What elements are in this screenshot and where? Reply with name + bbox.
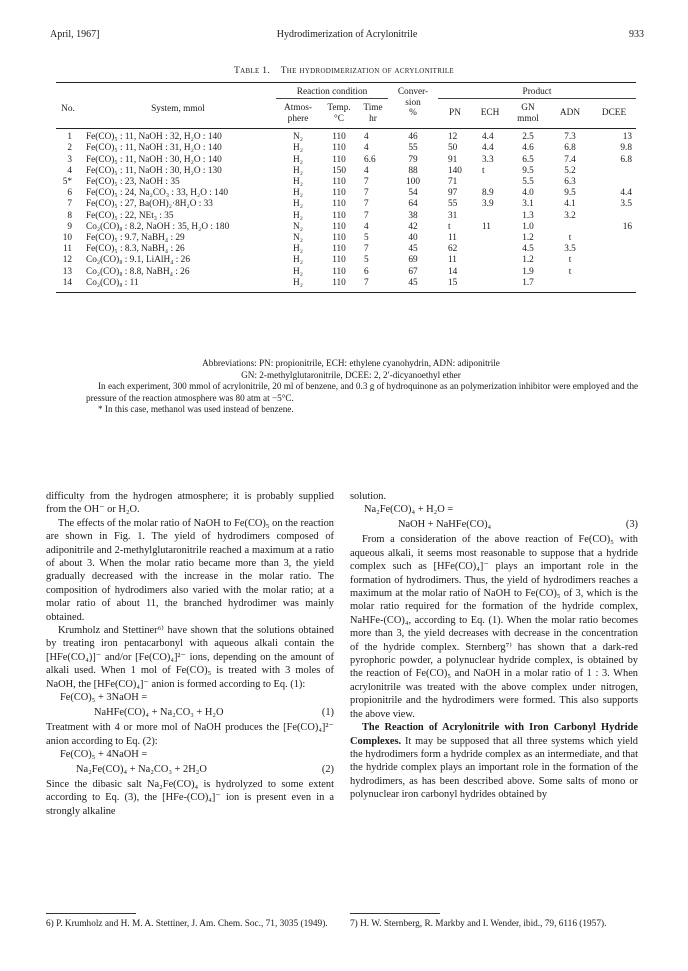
- row-atmosphere: H₂: [293, 266, 303, 277]
- row-system: Fe(CO)₅ : 9.7, NaBH₄ : 29: [86, 232, 185, 243]
- row-conversion: 42: [408, 221, 418, 232]
- row-temperature: 110: [332, 199, 346, 210]
- row-adn: t: [568, 266, 572, 277]
- row-time: 7: [364, 210, 369, 221]
- row-pn: 71: [448, 176, 458, 187]
- abbreviations-line-1: Abbreviations: PN: propionitrile, ECH: ethylene cyanohydrin, ADN: adiponitrile: [202, 358, 500, 368]
- equation-lhs: Fe(CO)₅ + 3NaOH =: [60, 692, 148, 704]
- row-adn: 6.3: [564, 176, 576, 187]
- paragraph: solution.: [350, 491, 387, 502]
- running-head-title: Hydrodimerization of Acrylonitrile: [276, 29, 418, 40]
- row-ech: [472, 255, 508, 266]
- row-number: 9: [67, 221, 72, 232]
- row-dcee: [592, 244, 636, 255]
- row-number: 7: [67, 199, 72, 210]
- row-dcee: [592, 233, 636, 244]
- col-adn: ADN: [559, 107, 581, 118]
- row-adn: 3.5: [564, 244, 576, 255]
- col-temp-unit: °C: [334, 113, 344, 124]
- paragraph: The effects of the molar ratio of NaOH to Fe(CO)₅ on the reaction are shown in Fig. 1. The yield of hydrodimers composed of adiponitrile and 2-methylglutaronitrile reached a maximum at a ratio of about 3. When the molar ratio became more than 3, the yield gradually decreased with the increase in the molar ratio. The composition of hydrodimers also varied with the molar ratio; at a molar ratio of about 11, the branched hydrodimer was mainly obtained.: [46, 517, 334, 623]
- row-conversion: 88: [408, 165, 418, 176]
- row-pn: 91: [448, 154, 458, 165]
- row-conversion: 45: [408, 244, 418, 255]
- row-ech: [472, 211, 508, 222]
- row-temperature: 110: [332, 221, 346, 232]
- equation-lhs: Na₂Fe(CO)₄ + H₂O =: [364, 504, 454, 516]
- row-ech: 8.9: [482, 188, 494, 199]
- paragraph: From a consideration of the above reaction of Fe(CO)₅ with aqueous alkali, it seems most reasonable to suppose that a hydride complex such as [HFe(CO)₄]⁻ plays an important role in the formation of hydrodimers. Thus, the yield of hydrodimers reaches a maximum at the molar ratio of NaOH to Fe(CO)₅ of 3, which is the molar ratio required for the formation of the hydride complex, NaHFe-(CO)₄, according to Eq. (1). When the molar ratio becomes more than 3, the yield decreases with decrease in the concentration of the hydride complex. Sternberg⁷⁾ has shown that a dark-red pyrophoric powder, a polynuclear hydride complex, is obtained by the reaction of Fe(CO)₅ and NaOH in a molar ratio of 1 : 3. When acrylonitrile was treated with the above complex under nitrogen, propionitrile and the hydrodimers were formed. This also supports the above view.: [350, 534, 638, 720]
- row-system: Co₂(CO)₈ : 9.1, LiAlH₄ : 26: [86, 255, 190, 266]
- row-time: 7: [364, 199, 369, 210]
- row-pn: 11: [448, 255, 457, 266]
- conversion-label-1: Conver-: [397, 87, 429, 97]
- footnote-6: 6) P. Krumholz and H. M. A. Stettiner, J. Am. Chem. Soc., 71, 3035 (1949).: [46, 919, 328, 929]
- paragraph: [350, 721, 638, 801]
- row-system: Fe(CO)₅ : 11, NaOH : 31, H₂O : 140: [86, 143, 222, 154]
- equation-lhs: Fe(CO)₅ + 4NaOH =: [60, 748, 148, 760]
- table-row: [56, 244, 636, 255]
- row-dcee: [592, 166, 636, 177]
- row-atmosphere: N₂: [293, 132, 303, 143]
- row-system: Co₂(CO)₈ : 8.8, NaBH₄ : 26: [86, 266, 190, 277]
- row-system: Fe(CO)₅ : 11, NaOH : 30, H₂O : 140: [86, 154, 222, 165]
- results-table: [56, 82, 636, 293]
- table-row: [56, 199, 636, 210]
- equation-number: (1): [321, 707, 334, 719]
- paragraph: Krumholz and Stettiner⁶⁾ have shown that the solutions obtained by treating iron pentacarbonyl with aqueous alkali contain the [HFe(CO₄)]⁻ and/or [Fe(CO)₄]²⁻ ions, depending on the amount of alkali used. When 1 mol of Fe(CO)₅ is treated with 3 moles of NaOH, the [HFe(CO)₄]⁻ anion is formed according to Eq. (1):: [46, 625, 334, 690]
- table-row: [56, 188, 636, 199]
- row-pn: 50: [448, 143, 458, 154]
- row-gn: 5.5: [522, 176, 534, 187]
- row-adn: t: [568, 255, 572, 266]
- footnote-7: 7) H. W. Sternberg, R. Markby and I. Wender, ibid., 79, 6116 (1957).: [350, 919, 607, 929]
- row-ech: 3.3: [482, 154, 494, 165]
- experiment-note: In each experiment, 300 mmol of acrylonitrile, 20 ml of benzene, and 0.3 g of hydroquinone as an polymerization inhibitor were employed and the pressure of the reaction atmosphere was 80 atm at −5°C.: [86, 381, 639, 403]
- row-time: 7: [364, 277, 369, 288]
- row-gn: 1.9: [522, 266, 534, 277]
- col-group-product: Product: [438, 83, 636, 99]
- row-atmosphere: H₂: [293, 165, 303, 176]
- equation-1: [46, 691, 334, 706]
- col-ech: ECH: [480, 107, 500, 118]
- row-time: 4: [364, 143, 369, 154]
- col-atmos: Atmos-: [284, 102, 312, 113]
- row-number: 3: [67, 154, 72, 165]
- row-number: 1: [67, 132, 72, 143]
- row-temperature: 110: [332, 232, 346, 243]
- col-time-unit: hr: [369, 113, 377, 124]
- footnote-rule-left: [46, 913, 136, 914]
- table-notes: [86, 358, 646, 416]
- row-dcee: 3.5: [620, 199, 632, 210]
- row-pn: 97: [448, 188, 458, 199]
- row-system: Co₂(CO)₈ : 8.2, NaOH : 35, H₂O : 180: [86, 221, 230, 232]
- row-atmosphere: H₂: [293, 176, 303, 187]
- table-row: [56, 255, 636, 266]
- row-ech: 4.4: [482, 132, 494, 143]
- row-number: 13: [62, 266, 72, 277]
- row-gn: 6.5: [522, 154, 534, 165]
- row-temperature: 150: [332, 165, 346, 176]
- row-time: 5: [364, 255, 369, 266]
- abbreviations-line-2: GN: 2-methylglutaronitrile, DCEE: 2, 2′-dicyanoethyl ether: [241, 369, 461, 380]
- running-head: [50, 29, 644, 43]
- equation-3-rhs-line: [350, 518, 638, 533]
- row-adn: 7.3: [564, 132, 576, 143]
- row-dcee: [592, 177, 636, 188]
- row-pn: 11: [448, 232, 457, 243]
- row-system: Fe(CO)₅ : 8.3, NaBH₄ : 26: [86, 244, 185, 255]
- row-conversion: 67: [408, 266, 418, 277]
- row-system: Fe(CO)₅ : 23, NaOH : 35: [86, 176, 180, 187]
- row-atmosphere: H₂: [293, 277, 303, 288]
- row-atmosphere: H₂: [293, 154, 303, 165]
- equation-rhs: NaHFe(CO)₄ + Na₂CO₃ + H₂O: [94, 707, 224, 719]
- footnote-rule-right: [350, 913, 440, 914]
- table-caption: [0, 66, 688, 76]
- row-number: 8: [67, 210, 72, 221]
- equation-number: (3): [625, 519, 638, 531]
- row-conversion: 54: [408, 188, 418, 199]
- row-dcee: 16: [622, 221, 632, 232]
- row-ech: 4.4: [482, 143, 494, 154]
- col-atmos-2: phere: [287, 113, 309, 124]
- row-conversion: 69: [408, 255, 418, 266]
- row-conversion: 46: [408, 132, 418, 143]
- row-conversion: 40: [408, 232, 418, 243]
- row-ech: t: [482, 165, 485, 176]
- row-dcee: 9.8: [620, 143, 632, 154]
- row-conversion: 79: [408, 154, 418, 165]
- row-number: 2: [67, 143, 72, 154]
- table-row: [56, 278, 636, 293]
- row-pn: 55: [448, 199, 458, 210]
- col-time: Time: [363, 102, 383, 113]
- row-ech: 3.9: [482, 199, 494, 210]
- row-ech: [472, 267, 508, 278]
- col-temp: Temp.: [327, 102, 351, 113]
- row-ech: [472, 278, 508, 293]
- row-gn: 1.2: [522, 255, 534, 266]
- col-dcee: DCEE: [601, 107, 627, 118]
- row-number: 14: [62, 277, 72, 288]
- row-number: 12: [62, 255, 72, 266]
- row-temperature: 110: [332, 277, 346, 288]
- row-system: Fe(CO)₅ : 27, Ba(OH)₂·8H₂O : 33: [86, 199, 213, 210]
- row-dcee: [592, 211, 636, 222]
- row-dcee: 6.8: [620, 154, 632, 165]
- row-gn: 3.1: [522, 199, 534, 210]
- col-conversion-unit: [388, 98, 438, 128]
- row-conversion: 55: [408, 143, 418, 154]
- row-gn: 1.2: [522, 232, 534, 243]
- row-pn: 14: [448, 266, 458, 277]
- row-time: 4: [364, 165, 369, 176]
- row-time: 6: [364, 266, 369, 277]
- row-adn: 9.5: [564, 188, 576, 199]
- row-temperature: 110: [332, 210, 346, 221]
- col-gn: GN: [521, 102, 535, 113]
- row-system: Co₂(CO)₈ : 11: [86, 277, 139, 288]
- right-column: [350, 490, 638, 802]
- table-row: [56, 177, 636, 188]
- row-number: 4: [67, 165, 72, 176]
- row-time: 4: [364, 132, 369, 143]
- equation-rhs: NaOH + NaHFe(CO)₄: [398, 519, 492, 531]
- row-time: 6.6: [364, 154, 376, 165]
- row-system: Fe(CO)₅ : 24, Na₂CO₃ : 33, H₂O : 140: [86, 188, 229, 199]
- row-ech: [472, 177, 508, 188]
- table-title: The hydrodimerization of acrylonitrile: [280, 66, 454, 76]
- equation-2-rhs-line: [46, 763, 334, 778]
- row-number: 6: [67, 188, 72, 199]
- row-atmosphere: N₂: [293, 232, 303, 243]
- row-gn: 1.3: [522, 210, 534, 221]
- row-gn: 4.5: [522, 244, 534, 255]
- table-row: [56, 155, 636, 166]
- row-gn: 9.5: [522, 165, 534, 176]
- col-conversion: [388, 83, 438, 99]
- row-number: 11: [63, 244, 72, 255]
- row-temperature: 110: [332, 266, 346, 277]
- col-group-reaction-condition: Reaction condition: [276, 83, 388, 99]
- row-atmosphere: N₂: [293, 221, 303, 232]
- row-adn: t: [568, 232, 572, 243]
- row-pn: 31: [448, 210, 458, 221]
- row-temperature: 110: [332, 176, 346, 187]
- row-adn: 7.4: [564, 154, 576, 165]
- table-row: [56, 211, 636, 222]
- table-row: [56, 166, 636, 177]
- row-atmosphere: H₂: [293, 199, 303, 210]
- table-label: Table 1.: [234, 66, 270, 76]
- row-adn: 4.1: [564, 199, 576, 210]
- row-adn: [548, 278, 592, 293]
- row-gn: 2.5: [522, 132, 534, 143]
- asterisk-note: * In this case, methanol was used instead of benzene.: [98, 404, 294, 414]
- table-row: [56, 267, 636, 278]
- row-conversion: 64: [408, 199, 418, 210]
- row-dcee: [592, 267, 636, 278]
- equation-2: [46, 748, 334, 763]
- row-pn: t: [448, 221, 451, 232]
- paragraph: difficulty from the hydrogen atmosphere; it is probably supplied from the OH⁻ or H₂O.: [46, 491, 334, 516]
- row-time: 7: [364, 188, 369, 199]
- running-head-date: April, 1967]: [50, 29, 100, 40]
- row-system: Fe(CO)₅ : 22, NEt₃ : 35: [86, 210, 174, 221]
- row-adn: 5.2: [564, 165, 576, 176]
- row-dcee: 4.4: [620, 188, 632, 199]
- row-number: 10: [62, 232, 72, 243]
- conversion-label-2: sion: [405, 98, 421, 109]
- row-time: 7: [364, 176, 369, 187]
- row-system: Fe(CO)₅ : 11, NaOH : 32, H₂O : 140: [86, 132, 222, 143]
- paragraph-text: It may be supposed that all three systems which yield the hydrodimers form a hydride complex as an intermediate, and that the hydride complex plays an important role in the formation of the hydrodimers, as has been described above. Some salts of mono or polynuclear iron carbonyl hydrides obtained by: [350, 735, 638, 801]
- row-number: 5*: [62, 176, 72, 187]
- equation-1-rhs-line: [46, 706, 334, 721]
- row-atmosphere: H₂: [293, 210, 303, 221]
- row-ech: 11: [482, 221, 491, 232]
- row-temperature: 110: [332, 154, 346, 165]
- row-adn: 3.2: [564, 210, 576, 221]
- row-conversion: 38: [408, 210, 418, 221]
- row-ech: [472, 244, 508, 255]
- paragraph: Treatment with 4 or more mol of NaOH produces the [Fe(CO)₄]²⁻ anion according to Eq. (2):: [46, 722, 334, 747]
- row-atmosphere: H₂: [293, 244, 303, 255]
- row-atmosphere: H₂: [293, 143, 303, 154]
- table-row: [56, 129, 636, 144]
- row-temperature: 110: [332, 188, 346, 199]
- row-gn: 4.0: [522, 188, 534, 199]
- row-adn: [548, 222, 592, 233]
- row-adn: 6.8: [564, 143, 576, 154]
- row-dcee: 13: [622, 132, 632, 143]
- row-time: 7: [364, 244, 369, 255]
- row-pn: 15: [448, 277, 458, 288]
- row-conversion: 100: [406, 176, 420, 187]
- col-no: No.: [61, 103, 75, 114]
- col-pn: PN: [449, 107, 461, 118]
- equation-number: (2): [321, 763, 334, 775]
- row-dcee: [592, 278, 636, 293]
- row-conversion: 45: [408, 277, 418, 288]
- section-heading: The Reaction of Acrylonitrile with Iron Carbonyl Hydride Complexes.: [350, 722, 638, 747]
- row-temperature: 110: [332, 132, 346, 143]
- row-temperature: 110: [332, 255, 346, 266]
- left-column: [46, 490, 334, 818]
- table-row: [56, 222, 636, 233]
- table-row: [56, 233, 636, 244]
- row-gn: 1.7: [522, 277, 534, 288]
- row-pn: 62: [448, 244, 458, 255]
- row-gn: 1.0: [522, 221, 534, 232]
- row-time: 4: [364, 221, 369, 232]
- col-system: System, mmol: [151, 103, 205, 114]
- row-temperature: 110: [332, 244, 346, 255]
- row-system: Fe(CO)₅ : 11, NaOH : 30, H₂O : 130: [86, 165, 222, 176]
- row-pn: 140: [448, 165, 462, 176]
- paragraph: Since the dibasic salt Na₂Fe(CO)₄ is hydrolyzed to some extent according to Eq. (3), the [HFe-(CO)₄]⁻ ion is present even in a strongly alkaline: [46, 778, 334, 817]
- conversion-label-3: %: [409, 108, 417, 119]
- row-pn: 12: [448, 132, 458, 143]
- row-ech: [472, 233, 508, 244]
- table-body: [56, 129, 636, 293]
- table-row: [56, 143, 636, 154]
- row-gn: 4.6: [522, 143, 534, 154]
- row-dcee: [592, 255, 636, 266]
- row-temperature: 110: [332, 143, 346, 154]
- col-product-unit: mmol: [517, 113, 539, 124]
- row-atmosphere: H₂: [293, 188, 303, 199]
- page-number: 933: [629, 29, 644, 40]
- equation-3: [350, 503, 638, 518]
- row-atmosphere: H₂: [293, 255, 303, 266]
- equation-rhs: Na₂Fe(CO)₄ + Na₂CO₃ + 2H₂O: [76, 763, 207, 775]
- row-time: 5: [364, 232, 369, 243]
